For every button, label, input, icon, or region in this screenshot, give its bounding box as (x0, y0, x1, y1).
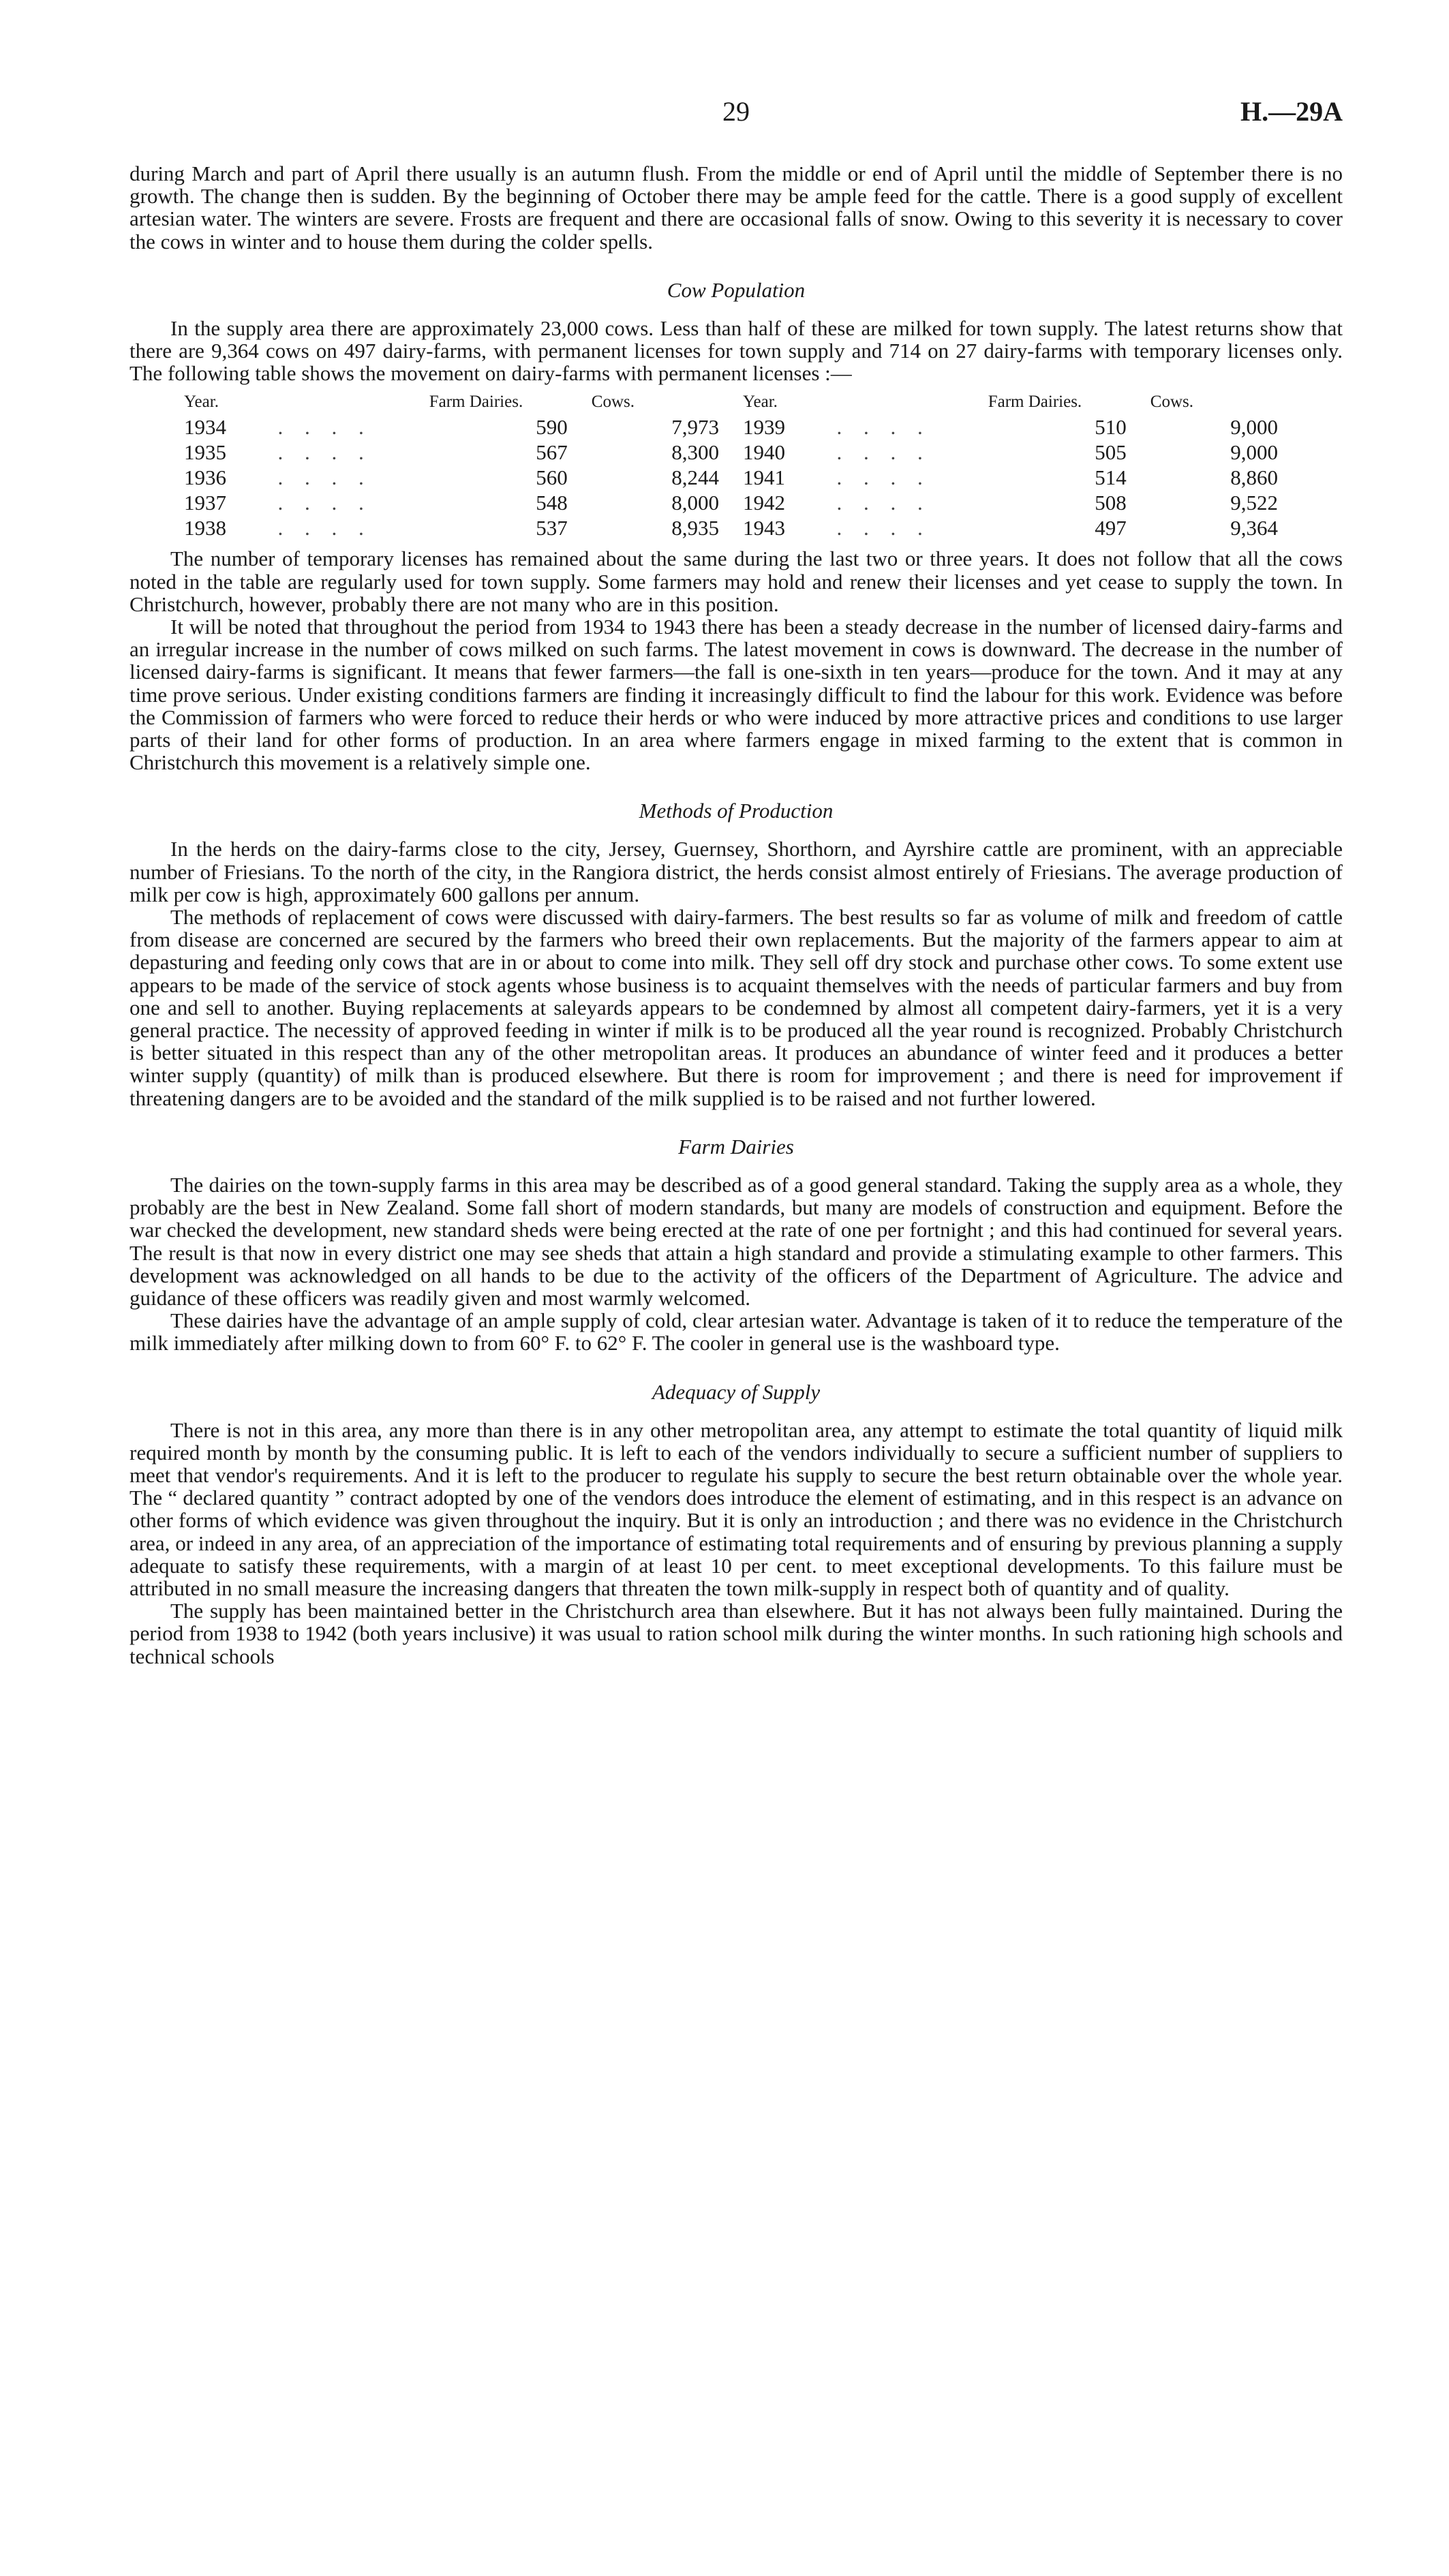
cell-farm-dairies: 497 (1095, 516, 1127, 540)
cell-cows: 9,000 (1230, 415, 1278, 440)
table-row (184, 465, 1302, 490)
cell-year: 1942 (742, 491, 785, 515)
cell-year: 1939 (742, 415, 785, 440)
cell-cows: 7,973 (671, 415, 719, 440)
leader-dots: . . . . (836, 516, 931, 540)
paragraph: It will be noted that throughout the period from 1934 to 1943 there has been a steady decrease in the number of licensed dairy-farms and an irregular increase in the number of cows milked on such farms. The latest movement in cows is downward. The decrease in the number of licensed dairy-farms is significant. It means that fewer farmers—the fall is one-sixth in ten years—produce for the town. And it may at any time prove serious. Under existing conditions farmers are finding it increasingly difficult to find the labour for this work. Evidence was before the Commission of farmers who were forced to reduce their herds or who were induced by more attractive prices and conditions to use larger parts of their land for other forms of production. In an area where farmers engage in mixed farming to the extent that is common in Christchurch this movement is a relatively simple one. (129, 615, 1343, 775)
cell-cows: 8,935 (671, 516, 719, 540)
leader-dots: . . . . (277, 491, 372, 515)
leader-dots: . . . . (836, 415, 931, 440)
column-header-cows: Cows. (591, 393, 635, 412)
cell-farm-dairies: 508 (1095, 491, 1127, 515)
cell-year: 1935 (184, 440, 226, 465)
table-row (184, 414, 1302, 440)
paragraph: In the supply area there are approximately 23,000 cows. Less than half of these are milked for town supply. The latest returns show that there are 9,364 cows on 497 dairy-farms, with permanent licenses for town supply and 714 on 27 dairy-farms with temporary licenses only. The following table shows the movement on dairy-farms with permanent licenses :— (129, 316, 1343, 386)
table-row (184, 490, 1302, 515)
cell-cows: 8,860 (1230, 465, 1278, 490)
paragraph: There is not in this area, any more than there is in any other metropolitan area, any attempt to estimate the total quantity of liquid milk required month by month by the consuming public. It is left to each of the vendors individually to secure a sufficient number of suppliers to meet that vendor's requirements. And it is left to the producer to regulate his supply to secure the best return obtainable over the whole year. The “ declared quantity ” contract adopted by one of the vendors does introduce the element of estimating, and in this respect is an advance on other forms of which evidence was given throughout the inquiry. But it is only an introduction ; and there was no evidence in the Christchurch area, or indeed in any area, of an appreciation of the importance of estimating total requirements and of ensuring by previous planning a supply adequate to satisfy these requirements, with a margin of at least 10 per cent. to meet exceptional developments. To this failure must be attributed in no small measure the increasing dangers that threaten the town milk-supply in respect both of quantity and of quality. (129, 1417, 1343, 1600)
paragraph: The supply has been maintained better in the Christchurch area than elsewhere. But it has not always been fully maintained. During the period from 1938 to 1942 (both years inclusive) it was usual to ration school milk during the winter months. In such rationing high schools and technical schools (129, 1599, 1343, 1668)
section-heading-methods-of-production: Methods of Production (639, 799, 834, 823)
section-heading-adequacy-of-supply: Adequacy of Supply (652, 1379, 821, 1404)
cell-year: 1943 (742, 516, 785, 540)
cell-farm-dairies: 560 (536, 465, 568, 490)
page-header (129, 95, 1343, 136)
cell-year: 1936 (184, 465, 226, 490)
document-code: H.—29A (1240, 96, 1343, 127)
paragraph: The dairies on the town-supply farms in this area may be described as of a good general standard. Taking the supply area as a whole, they probably are the best in New Zealand. Some fall short of modern standards, but many are models of construction and equipment. Before the war checked the development, new standard sheds were being erected at the rate of one per fortnight ; and this had continued for several years. The result is that now in every district one may see sheds that attain a high standard and provide a stimulating example to other farmers. This development was acknowledged on all hands to be due to the activity of the officers of the Department of Agriculture. The advice and guidance of these officers was readily given and most warmly welcomed. (129, 1172, 1343, 1310)
leader-dots: . . . . (277, 516, 372, 540)
leader-dots: . . . . (836, 491, 931, 515)
cell-farm-dairies: 505 (1095, 440, 1127, 465)
paragraph: In the herds on the dairy-farms close to the city, Jersey, Guernsey, Shorthorn, and Ayrshire cattle are prominent, with an appreciable number of Friesians. To the north of the city, in the Rangiora district, the herds consist almost entirely of Friesians. The average production of milk per cow is high, approximately 600 gallons per annum. (129, 837, 1343, 906)
cell-cows: 8,300 (671, 440, 719, 465)
column-header-year: Year. (742, 393, 778, 412)
page-number: 29 (722, 96, 750, 127)
cell-cows: 8,244 (671, 465, 719, 490)
column-header-year: Year. (184, 393, 219, 412)
cow-population-table (184, 391, 1302, 540)
cell-year: 1934 (184, 415, 226, 440)
column-header-farm-dairies: Farm Dairies. (429, 393, 523, 412)
cell-cows: 8,000 (671, 491, 719, 515)
leader-dots: . . . . (277, 415, 372, 440)
leader-dots: . . . . (836, 465, 931, 490)
section-heading-farm-dairies: Farm Dairies (678, 1134, 794, 1159)
paragraph: These dairies have the advantage of an ample supply of cold, clear artesian water. Advantage is taken of it to reduce the temperature of the milk immediately after milking down to from 60° F. to 62° F. The cooler in general use is the washboard type. (129, 1308, 1343, 1355)
cell-year: 1938 (184, 516, 226, 540)
paragraph: The number of temporary licenses has remained about the same during the last two or three years. It does not follow that all the cows noted in the table are regularly used for town supply. Some farmers may hold and renew their licenses and yet cease to supply the town. In Christchurch, however, probably there are not many who are in this position. (129, 547, 1343, 616)
table-row (184, 440, 1302, 465)
cell-cows: 9,000 (1230, 440, 1278, 465)
cell-farm-dairies: 590 (536, 415, 568, 440)
cell-farm-dairies: 567 (536, 440, 568, 465)
column-header-cows: Cows. (1150, 393, 1193, 412)
cell-cows: 9,522 (1230, 491, 1278, 515)
intro-paragraph: during March and part of April there usually is an autumn flush. From the middle or end of April until the middle of September there is no growth. The change then is sudden. By the beginning of October there may be ample feed for the cattle. There is a good supply of excellent artesian water. The winters are severe. Frosts are frequent and there are occasional falls of snow. Owing to this severity it is necessary to cover the cows in winter and to house them during the colder spells. (129, 162, 1343, 254)
table-header-row (184, 391, 1302, 414)
paragraph: The methods of replacement of cows were discussed with dairy-farmers. The best results so far as volume of milk and freedom of cattle from disease are concerned are secured by the farmers who breed their own replacements. But the majority of the farmers appear to aim at depasturing and feeding only cows that are in or about to come into milk. They sell off dry stock and purchase other cows. To some extent use appears to be made of the service of stock agents whose business is to acquaint themselves with the needs of particular farmers and buy from one and sell to another. Buying replacements at saleyards appears to be condemned by almost all competent dairy-farmers, yet it is a very general practice. The necessity of approved feeding in winter if milk is to be produced all the year round is recognized. Probably Christchurch is better situated in this respect than any of the other metropolitan areas. It produces an abundance of winter feed and it produces a better winter supply (quantity) of milk than is produced elsewhere. But there is room for improvement ; and there is need for improvement if threatening dangers are to be avoided and the standard of the milk supplied is to be raised and not further lowered. (129, 905, 1343, 1110)
leader-dots: . . . . (277, 440, 372, 465)
document-body (129, 162, 1343, 1668)
cell-year: 1940 (742, 440, 785, 465)
cell-cows: 9,364 (1230, 516, 1278, 540)
section-heading-cow-population: Cow Population (667, 277, 806, 302)
table-row (184, 515, 1302, 540)
column-header-farm-dairies: Farm Dairies. (988, 393, 1082, 412)
table-body (184, 414, 1302, 540)
cell-farm-dairies: 514 (1095, 465, 1127, 490)
leader-dots: . . . . (277, 465, 372, 490)
cell-farm-dairies: 510 (1095, 415, 1127, 440)
cell-year: 1941 (742, 465, 785, 490)
cell-farm-dairies: 537 (536, 516, 568, 540)
cell-farm-dairies: 548 (536, 491, 568, 515)
cell-year: 1937 (184, 491, 226, 515)
leader-dots: . . . . (836, 440, 931, 465)
